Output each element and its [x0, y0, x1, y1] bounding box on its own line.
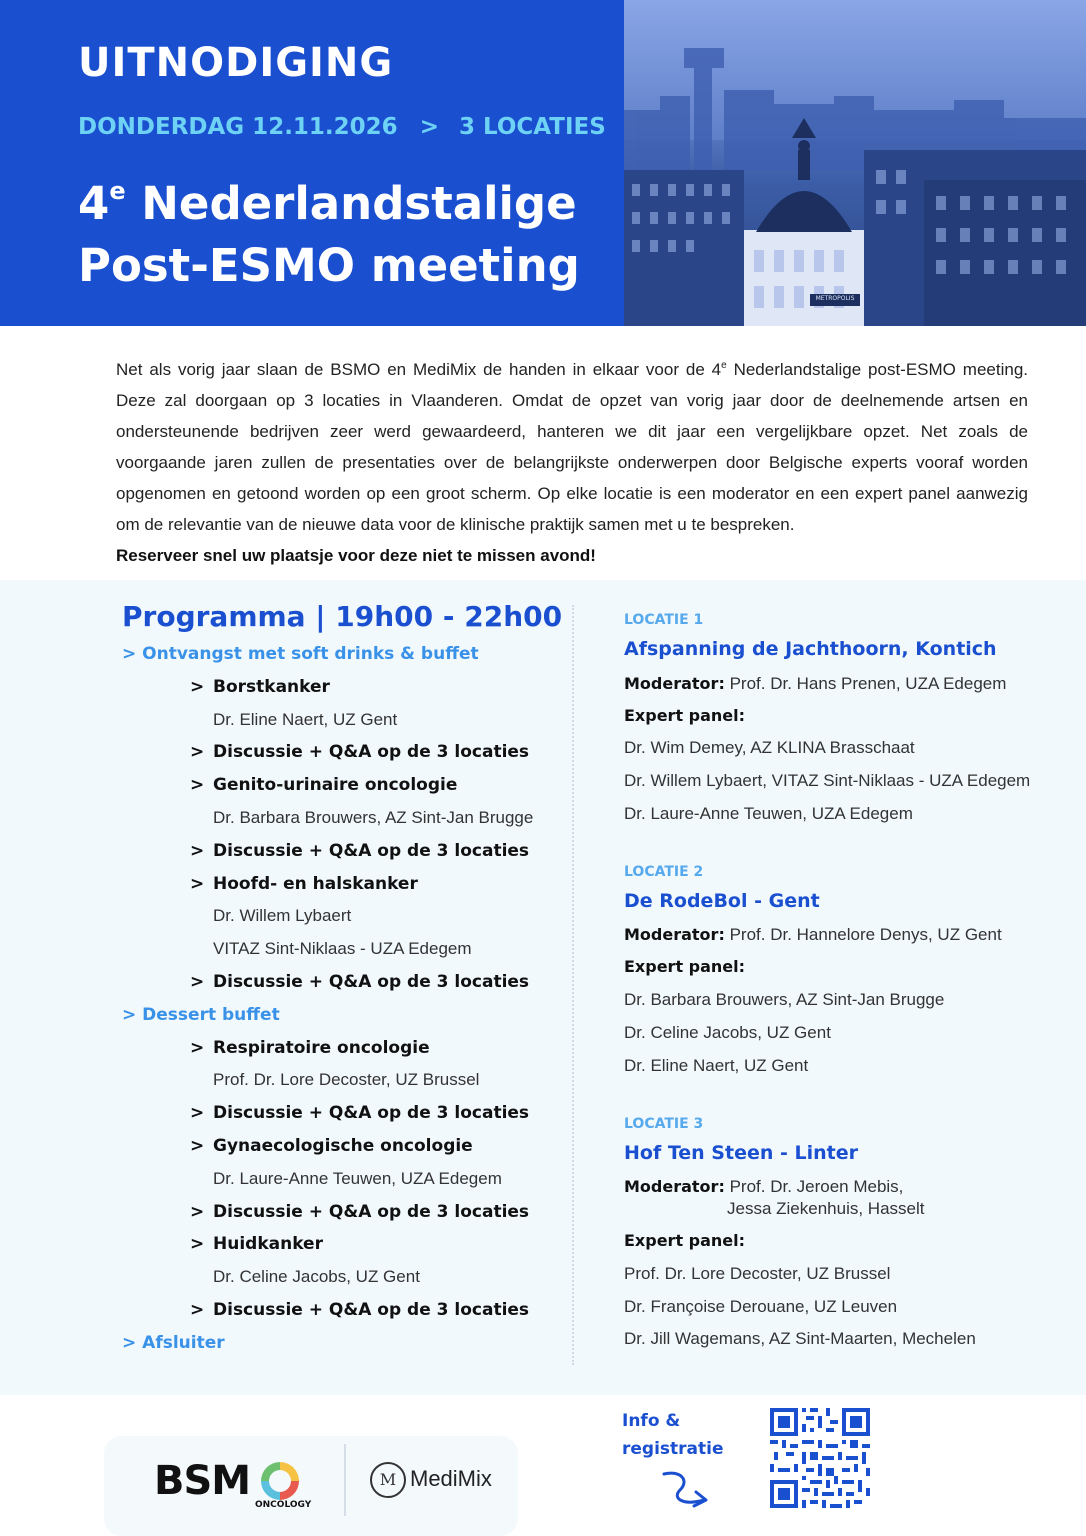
programme-topic	[190, 874, 418, 894]
info-line-1: Info &	[622, 1411, 681, 1431]
chevron-right-icon: >	[190, 841, 205, 861]
panel-member: Dr. Celine Jacobs, UZ Gent	[624, 1023, 831, 1042]
panel-member: Dr. Laure-Anne Teuwen, UZA Edegem	[624, 804, 913, 823]
location-name: Afspanning de Jachthoorn, Kontich	[624, 638, 997, 660]
chevron-right-icon: >	[190, 1103, 205, 1123]
location-label: LOCATIE 2	[624, 864, 704, 880]
moderator-name: Prof. Dr. Hannelore Denys, UZ Gent	[724, 925, 1002, 944]
programme-topic	[190, 841, 529, 861]
intro-ordinal: e	[721, 360, 727, 371]
chevron-right-icon: >	[190, 742, 205, 762]
bsmo-logo-icon	[261, 1462, 299, 1500]
moderator-label: Moderator:	[624, 1177, 725, 1196]
programme-section: > Dessert buffet	[122, 1005, 280, 1025]
programme-topic	[190, 677, 330, 697]
programme-speaker: Dr. Celine Jacobs, UZ Gent	[213, 1267, 420, 1286]
programme-section: > Ontvangst met soft drinks & buffet	[122, 644, 479, 664]
location-label: LOCATIE 1	[624, 612, 704, 628]
location-label: LOCATIE 3	[624, 1116, 704, 1132]
programme-speaker: Dr. Willem Lybaert	[213, 906, 352, 925]
moderator-affiliation: Jessa Ziekenhuis, Hasselt	[727, 1199, 925, 1218]
city-photo	[624, 0, 1086, 326]
info-line-2: registratie	[622, 1439, 724, 1459]
dateline-separator: >	[419, 114, 439, 140]
title-ordinal: e	[109, 177, 126, 205]
programme-topic-label: Discussie + Q&A op de 3 locaties	[213, 742, 530, 762]
expert-panel-label: Expert panel:	[624, 706, 746, 725]
moderator-label: Moderator:	[624, 674, 725, 693]
qr-code-icon[interactable]	[770, 1408, 870, 1508]
intro-call-to-action: Reserveer snel uw plaatsje voor deze niet te missen avond!	[116, 546, 596, 565]
intro-text	[116, 350, 1028, 571]
chevron-right-icon: >	[190, 874, 205, 894]
medimix-logo-text: MediMix	[410, 1466, 492, 1491]
logo-separator	[344, 1444, 346, 1516]
panel-member: Dr. Wim Demey, AZ KLINA Brasschaat	[624, 738, 915, 757]
medimix-logo-icon: M	[370, 1462, 406, 1498]
column-divider	[572, 605, 574, 1365]
panel-member: Dr. Barbara Brouwers, AZ Sint-Jan Brugge	[624, 990, 945, 1009]
intro-paragraph	[116, 350, 1028, 540]
panel-member: Dr. Eline Naert, UZ Gent	[624, 1056, 809, 1075]
programme-topic	[190, 742, 529, 762]
programme-topic-label: Genito-urinaire oncologie	[213, 775, 458, 795]
madrid-skyline-image	[624, 0, 1086, 326]
programme-speaker: Dr. Barbara Brouwers, AZ Sint-Jan Brugge	[213, 808, 534, 827]
title-line-2: Post-ESMO meeting	[78, 239, 580, 292]
programme-topic-label: Borstkanker	[213, 677, 330, 697]
programme-topic	[190, 1136, 473, 1156]
bsmo-logo-text: BSM	[154, 1458, 251, 1504]
chevron-right-icon: >	[190, 1202, 205, 1222]
programme-topic-label: Discussie + Q&A op de 3 locaties	[213, 841, 530, 861]
programme-topic	[190, 1103, 529, 1123]
programme-topic	[190, 972, 529, 992]
chevron-right-icon: >	[190, 1300, 205, 1320]
intro-part-b: Nederlandstalige post-ESMO meeting. Deze zal doorgaan op 3 locaties in Vlaanderen. Omdat de opzet van vorig jaar door de deelnemende artsen en ondersteunende bedrijven zeer werd gewaardeerd, hanteren we dit jaar een vergelijkbare opzet. Net zoals de voorgaande jaren zullen de presentaties over de belangrijkste onderwerpen door Belgische experts vooraf worden opgenomen en getoond worden op een groot scherm. Op elke locatie is een moderator en een expert panel aanwezig om de relevantie van de nieuwe data voor de klinische praktijk samen met u te bespreken.	[116, 360, 1028, 534]
event-title	[78, 160, 580, 297]
panel-member: Dr. Françoise Derouane, UZ Leuven	[624, 1297, 898, 1316]
programme-speaker: Prof. Dr. Lore Decoster, UZ Brussel	[213, 1070, 480, 1089]
panel-member: Dr. Jill Wagemans, AZ Sint-Maarten, Mechelen	[624, 1329, 976, 1348]
panel-member: Prof. Dr. Lore Decoster, UZ Brussel	[624, 1264, 891, 1283]
header	[0, 0, 1086, 326]
title-line-1	[78, 160, 580, 235]
programme-topic	[190, 1300, 529, 1320]
programme-topic-label: Gynaecologische oncologie	[213, 1136, 473, 1156]
programme-title: Programma | 19h00 - 22h00	[122, 600, 563, 633]
info-registration-link[interactable]	[622, 1407, 724, 1463]
location-moderator	[624, 674, 1006, 694]
moderator-label: Moderator:	[624, 925, 725, 944]
chevron-right-icon: >	[190, 775, 205, 795]
chevron-right-icon: >	[190, 1234, 205, 1254]
chevron-right-icon: >	[190, 1136, 205, 1156]
programme-topic-label: Discussie + Q&A op de 3 locaties	[213, 1202, 530, 1222]
curved-arrow-icon	[660, 1468, 714, 1510]
moderator-name: Prof. Dr. Hans Prenen, UZA Edegem	[724, 674, 1007, 693]
invitation-kicker: UITNODIGING	[78, 40, 394, 86]
programme-topic-label: Respiratoire oncologie	[213, 1038, 430, 1058]
chevron-right-icon: >	[190, 972, 205, 992]
chevron-right-icon: >	[190, 677, 205, 697]
programme-topic-label: Discussie + Q&A op de 3 locaties	[213, 972, 530, 992]
expert-panel-label: Expert panel:	[624, 1231, 746, 1250]
programme-topic-label: Huidkanker	[213, 1234, 323, 1254]
programme-topic	[190, 1234, 323, 1254]
panel-member: Dr. Willem Lybaert, VITAZ Sint-Niklaas - UZA Edegem	[624, 771, 1031, 790]
expert-panel-label: Expert panel:	[624, 957, 746, 976]
photo-sign-text: METROPOLIS	[815, 295, 855, 302]
moderator-name: Prof. Dr. Jeroen Mebis,	[724, 1177, 904, 1196]
locations-count: 3 LOCATIES	[458, 114, 606, 140]
event-dateline	[78, 114, 606, 140]
event-date: DONDERDAG 12.11.2026	[78, 114, 398, 140]
location-name: Hof Ten Steen - Linter	[624, 1142, 858, 1164]
programme-section: > Afsluiter	[122, 1333, 225, 1353]
bsmo-logo-subtitle: ONCOLOGY	[255, 1500, 312, 1510]
programme-topic	[190, 1202, 529, 1222]
title-number: 4	[78, 177, 110, 230]
programme-topic-label: Hoofd- en halskanker	[213, 874, 418, 894]
programme-topic-label: Discussie + Q&A op de 3 locaties	[213, 1300, 530, 1320]
programme-speaker: VITAZ Sint-Niklaas - UZA Edegem	[213, 939, 472, 958]
intro-part-a: Net als vorig jaar slaan de BSMO en MediMix de handen in elkaar voor de 4	[116, 360, 722, 379]
programme-speaker: Dr. Laure-Anne Teuwen, UZA Edegem	[213, 1169, 502, 1188]
title-line-1-text: Nederlandstalige	[125, 177, 577, 230]
chevron-right-icon: >	[190, 1038, 205, 1058]
location-moderator	[624, 925, 1002, 945]
programme-speaker: Dr. Eline Naert, UZ Gent	[213, 710, 398, 729]
location-moderator	[624, 1177, 903, 1197]
location-name: De RodeBol - Gent	[624, 890, 820, 912]
programme-band	[0, 580, 1086, 1395]
programme-topic-label: Discussie + Q&A op de 3 locaties	[213, 1103, 530, 1123]
programme-topic	[190, 775, 457, 795]
programme-topic	[190, 1038, 430, 1058]
